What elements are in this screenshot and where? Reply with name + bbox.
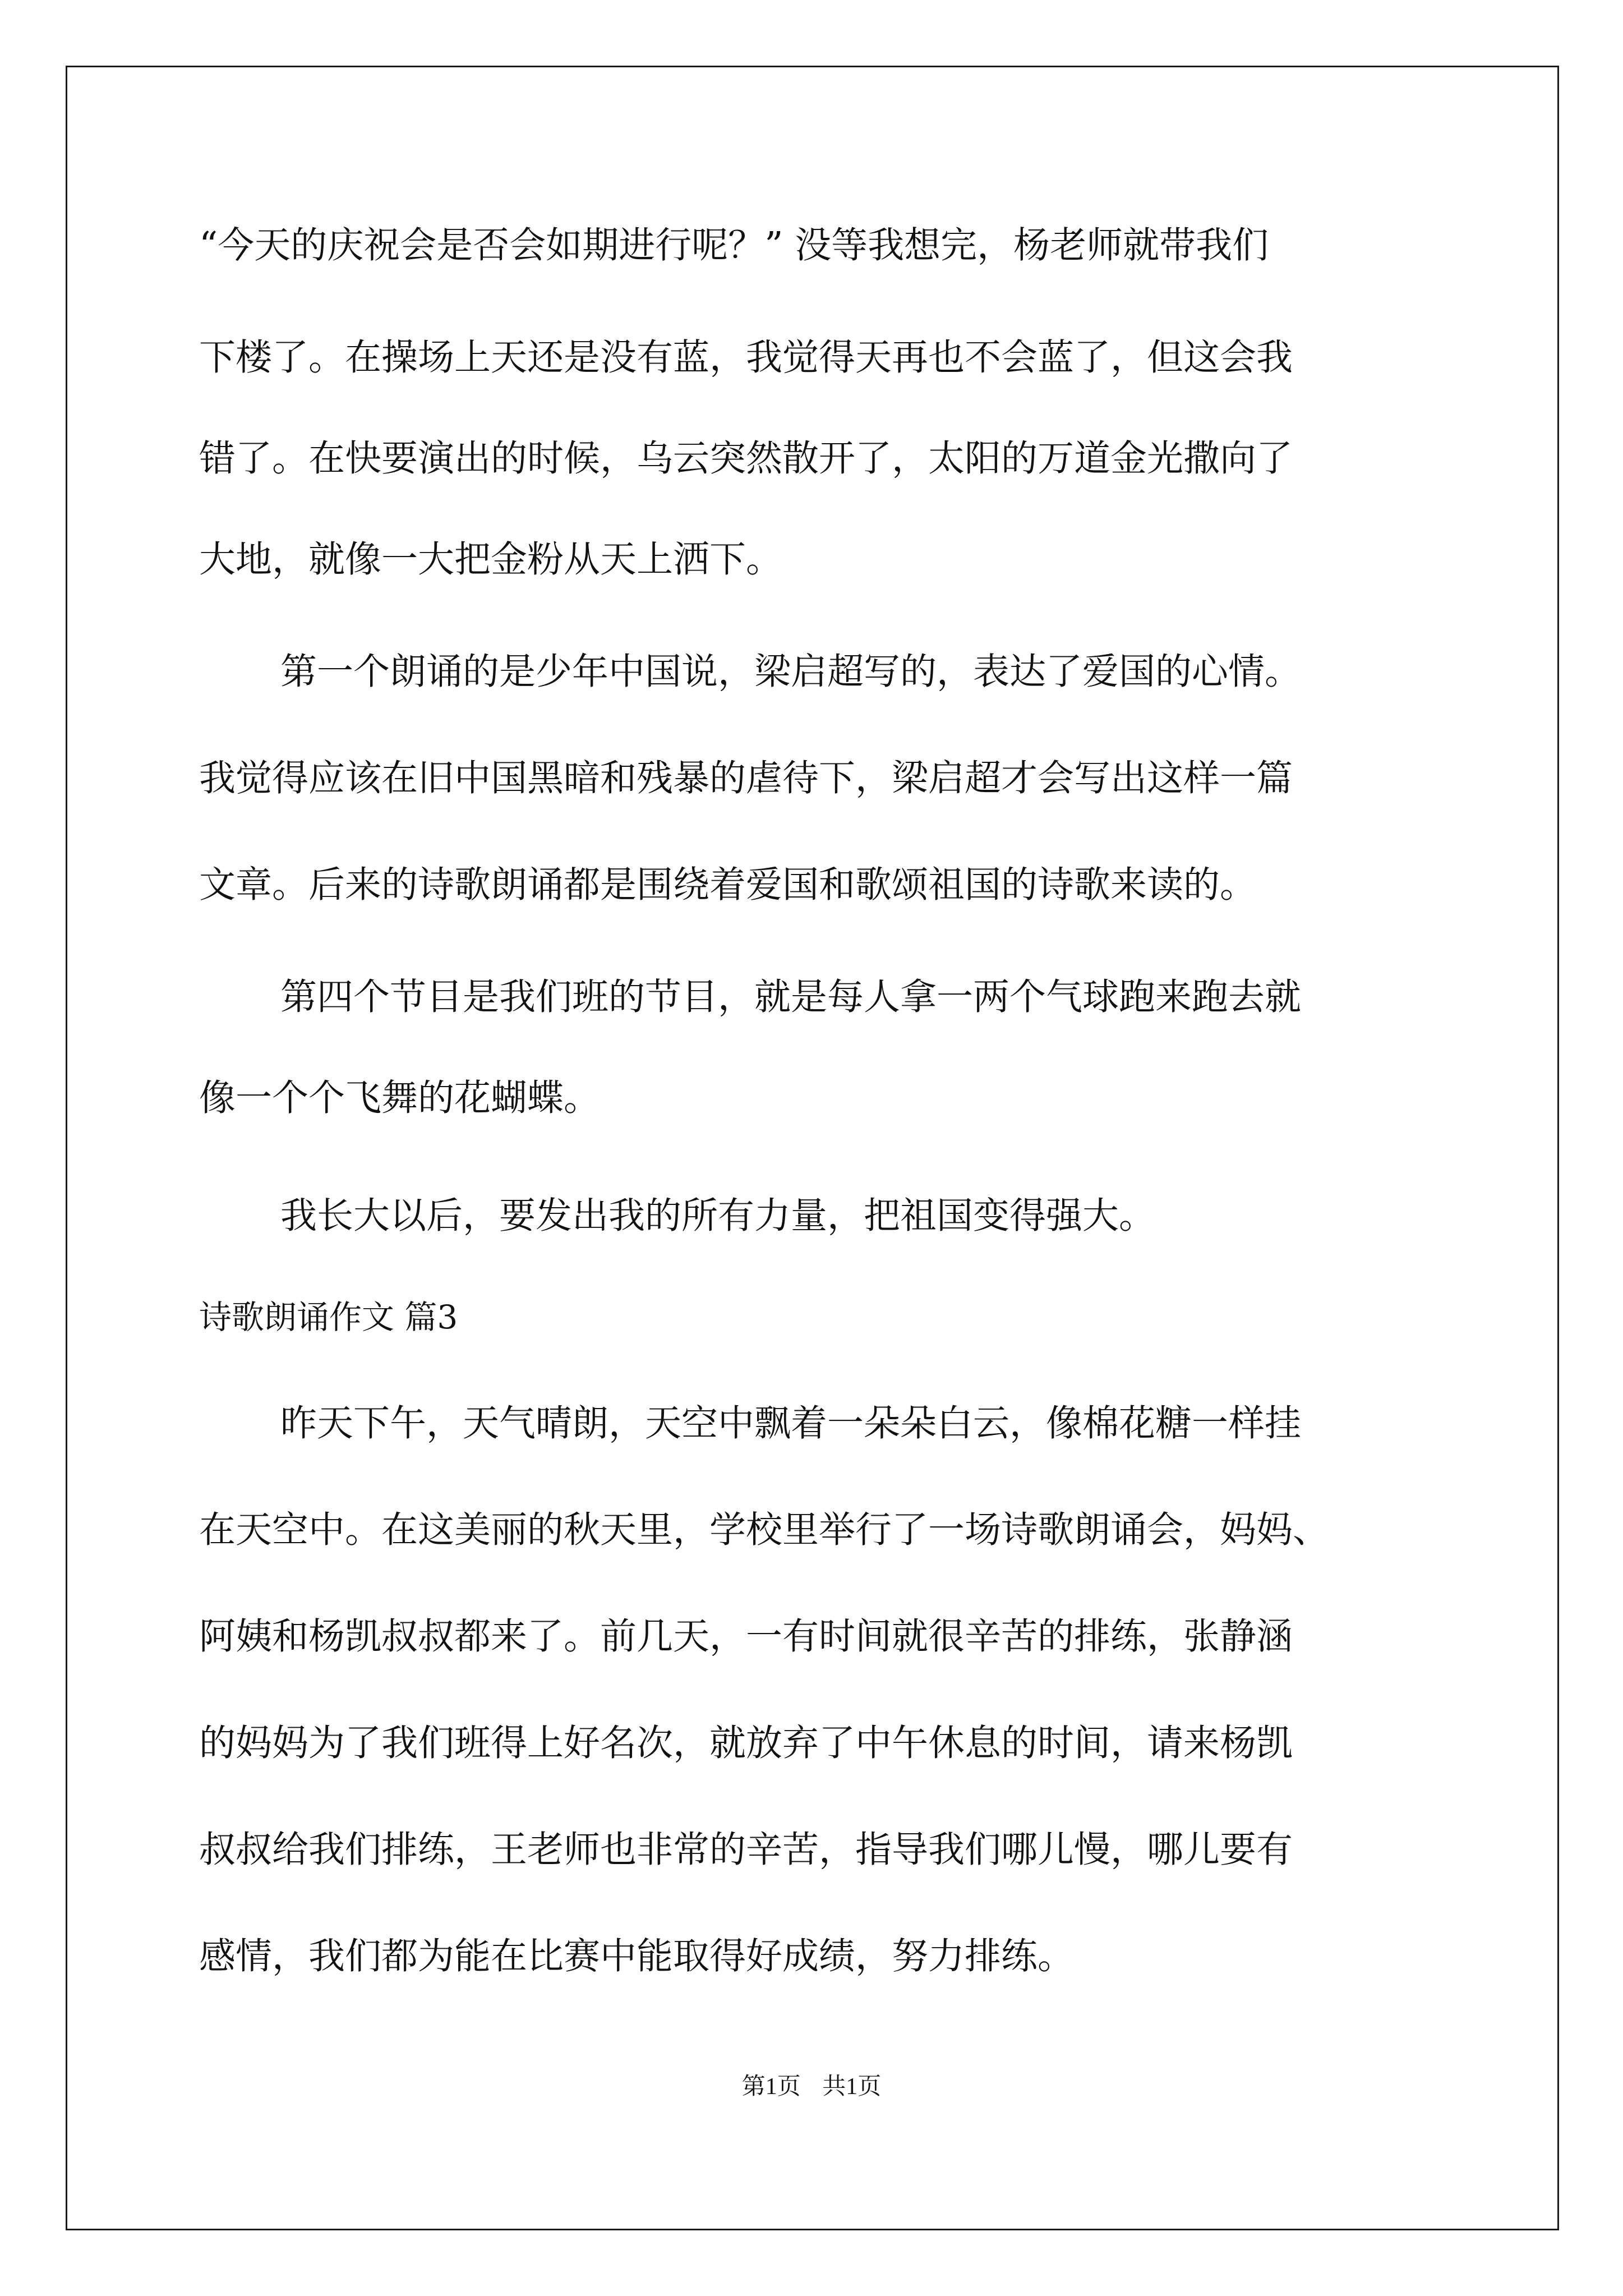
paragraph-line: 叔叔给我们排练，王老师也非常的辛苦，指导我们哪儿慢，哪儿要有 (199, 1829, 1293, 1871)
paragraph-line: 感情，我们都为能在比赛中能取得好成绩，努力排练。 (199, 1935, 1075, 1977)
paragraph-line: 大地，就像一大把金粉从天上洒下。 (199, 539, 783, 581)
page-number: 第1页 (741, 2074, 801, 2100)
paragraph-line: 第一个朗诵的是少年中国说，梁启超写的，表达了爱国的心情。 (280, 651, 1302, 693)
paragraph-line: 的妈妈为了我们班得上好名次，就放弃了中午休息的时间，请来杨凯 (199, 1722, 1293, 1764)
section-heading: 诗歌朗诵作文 篇3 (199, 1298, 458, 1336)
paragraph-line: 第四个节目是我们班的节目，就是每人拿一两个气球跑来跑去就 (280, 976, 1302, 1018)
paragraph-line: 像一个个飞舞的花蝴蝶。 (199, 1077, 601, 1119)
paragraph-line: 在天空中。在这美丽的秋天里，学校里举行了一场诗歌朗诵会，妈妈、 (199, 1509, 1330, 1551)
page-footer (0, 2073, 1623, 2101)
paragraph-line: 阿姨和杨凯叔叔都来了。前几天，一有时间就很辛苦的排练，张静涵 (199, 1616, 1293, 1658)
paragraph-line: 文章。后来的诗歌朗诵都是围绕着爱国和歌颂祖国的诗歌来读的。 (199, 864, 1257, 906)
paragraph-line: 我长大以后，要发出我的所有力量，把祖国变得强大。 (280, 1195, 1156, 1237)
page-border (66, 66, 1559, 2230)
paragraph-line: 错了。在快要演出的时候，乌云突然散开了，太阳的万道金光撒向了 (199, 438, 1293, 480)
paragraph-line: 我觉得应该在旧中国黑暗和残暴的虐待下，梁启超才会写出这样一篇 (199, 757, 1293, 799)
paragraph-line: 昨天下午，天气晴朗，天空中飘着一朵朵白云，像棉花糖一样挂 (280, 1402, 1302, 1444)
paragraph-line: “今天的庆祝会是否会如期进行呢？” 没等我想完，杨老师就带我们 (199, 224, 1269, 266)
paragraph-line: 下楼了。在操场上天还是没有蓝，我觉得天再也不会蓝了，但这会我 (199, 337, 1293, 379)
page-total: 共1页 (822, 2074, 882, 2100)
